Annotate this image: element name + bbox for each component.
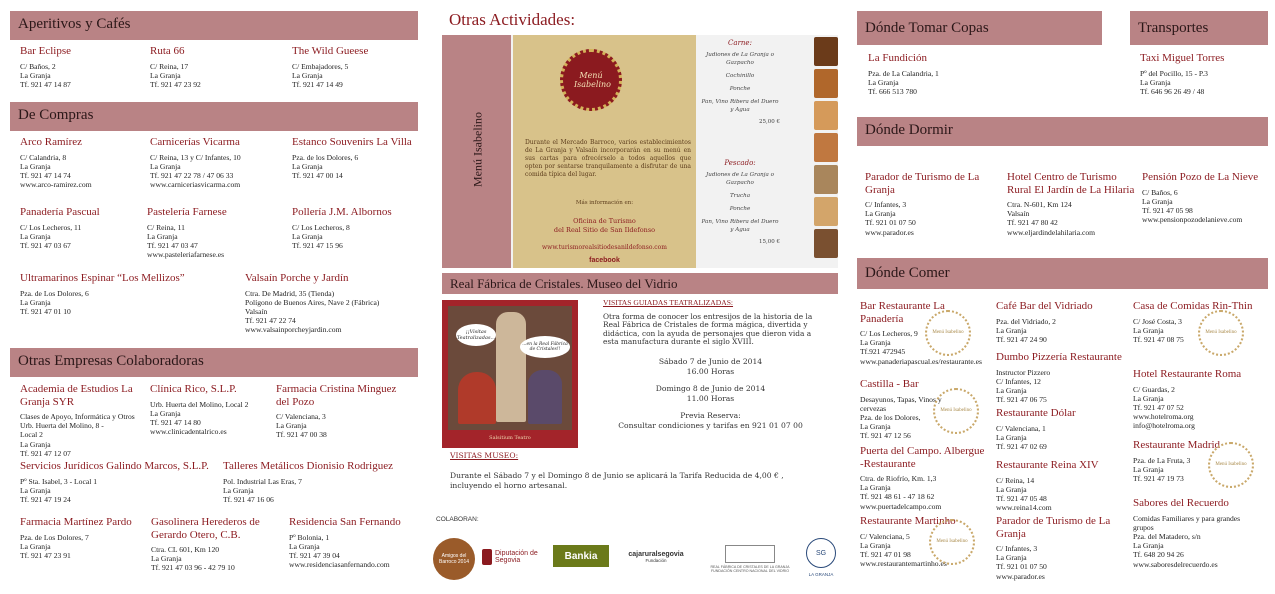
business-detail: Tf. 921 47 14 80	[150, 417, 201, 427]
business-detail: Tf. 921 47 05 98	[1142, 205, 1193, 215]
logo-amigos-barroco: Amigos del Barroco 2014	[433, 538, 475, 580]
business-link[interactable]: www.pasteleriafarnese.es	[147, 250, 225, 260]
food-photos	[814, 35, 838, 268]
otras-actividades-title: Otras Actividades:	[449, 10, 576, 29]
logo-diputacion: Diputación de Segovia	[482, 546, 546, 568]
business-name: Restaurante Reina XIV	[996, 459, 1099, 471]
business-detail: Pza. de La Calandria, 1	[868, 68, 939, 78]
business-detail: Urb. Huerta del Molino, Local 2	[150, 399, 249, 409]
business-detail: Tf. 921 47 03 47	[147, 240, 198, 250]
business-name: Parador de Turismo de La Granja	[996, 515, 1111, 540]
business-link[interactable]: www.residenciasanfernando.com	[289, 560, 390, 570]
business-detail: La Granja	[860, 422, 891, 432]
business-detail: La Granja	[1133, 464, 1164, 474]
biz-ruta-66	[150, 45, 270, 89]
biz-polleria-albornos	[292, 206, 417, 250]
biz-estanco-la-villa	[292, 136, 417, 180]
business-name: Valsaín Porche y Jardín	[245, 272, 349, 284]
business-detail: Tf. 921 47 12 56	[860, 431, 911, 441]
logo-caja-rural: cajaruralsegovia Fundación	[628, 551, 684, 563]
biz-hotel-roma	[1133, 368, 1263, 431]
business-detail: C/ Guardas, 2	[1133, 384, 1175, 394]
menu-dish: Pan, Vino Ribera del Duero y Agua	[701, 99, 779, 113]
business-detail: La Granja	[996, 385, 1027, 395]
biz-puerta-del-campo	[860, 445, 985, 511]
section-comer: Dónde Comer	[857, 258, 1268, 289]
business-detail: La Granja	[147, 231, 178, 241]
business-detail: La Granja	[150, 70, 181, 80]
business-detail: La Granja	[860, 483, 891, 493]
biz-residencia-san-fernando	[289, 516, 419, 569]
logo-la-granja-text: LA GRANJA	[808, 571, 834, 577]
business-detail: Tf. 921 47 05 48	[996, 493, 1047, 503]
business-detail: La Granja	[996, 325, 1027, 335]
business-detail: La Granja	[292, 231, 323, 241]
business-link[interactable]: www.parador.es	[996, 571, 1045, 581]
business-detail: Tf. 648 20 94 26	[1133, 550, 1184, 560]
business-detail: Tf. 921 47 39 04	[289, 550, 340, 560]
business-detail: Pza. de los Dolores, 6	[292, 152, 359, 162]
business-name: Panadería Pascual	[20, 206, 100, 218]
menu-pescado: Pescado: Judiones de La Granja o Gazpacho Trucha Ponche Pan, Vino Ribera del Duero y Agua 15,00 €	[701, 159, 780, 245]
menu-seal-logo: Menú Isabelino	[560, 49, 622, 111]
business-link[interactable]: www.hotelroma.org	[1133, 412, 1194, 422]
business-name: Pollería J.M. Albornos	[292, 206, 392, 218]
visitas-guiadas-title: VISITAS GUIADAS TEATRALIZADAS:	[603, 298, 734, 307]
business-detail: La Granja	[868, 77, 899, 87]
business-detail: C/ Infantes, 3	[996, 544, 1038, 553]
business-detail: Tf.921 472945	[860, 347, 906, 357]
business-detail: Tf. 921 47 03 96 - 42 79 10	[151, 563, 235, 573]
logo-bankia: Bankia	[553, 545, 609, 567]
biz-hotel-hilaria	[1007, 171, 1137, 237]
business-detail: La Granja	[1133, 541, 1164, 551]
business-detail: Tf. 921 47 14 87	[20, 79, 71, 89]
menu-seal-icon: Menú Isabelino	[1198, 310, 1244, 356]
business-detail: Pol. Industrial Las Eras, 7	[223, 476, 302, 486]
business-detail: La Granja	[292, 70, 323, 80]
business-detail: Tf. 921 47 03 67	[20, 240, 71, 250]
business-detail: Polígono de Buenos Aires, Nave 2 (Fábrica)	[245, 297, 380, 307]
business-detail: La Granja	[1133, 325, 1164, 335]
business-detail: La Granja	[860, 540, 891, 550]
business-detail: Tf. 921 47 19 24	[20, 494, 71, 504]
menu-dish: Judiones de La Granja o Gazpacho	[706, 172, 774, 186]
business-detail: Tf. 921 47 08 75	[1133, 334, 1184, 344]
business-detail: Tf. 921 47 00 38	[276, 430, 327, 440]
biz-servicios-juridicos	[20, 460, 220, 504]
business-detail: La Granja	[20, 70, 51, 80]
menu-seal-icon: Menú Isabelino	[929, 519, 975, 565]
menu-seal-icon: Menú Isabelino	[933, 388, 979, 434]
business-detail: Valsaín	[245, 306, 268, 316]
business-name: Taxi Miguel Torres	[1140, 52, 1225, 64]
business-detail: C/ José Costa, 3	[1133, 316, 1182, 326]
menu-dish: Ponche	[729, 206, 751, 212]
menu-flyer	[513, 35, 696, 268]
business-detail: Tf. 921 47 07 52	[1133, 402, 1184, 412]
biz-wild-gueese	[292, 45, 412, 89]
business-detail: Local 2	[20, 430, 43, 440]
business-detail: La Granja	[150, 408, 181, 418]
business-name: Talleres Metálicos Dionisio Rodriguez	[223, 460, 393, 472]
biz-clinica-rico	[150, 383, 270, 436]
business-name: Pastelería Farnese	[147, 206, 227, 218]
biz-valsain-porche	[245, 272, 420, 335]
biz-pasteleria-farnese	[147, 206, 277, 259]
section-dormir: Dónde Dormir	[857, 117, 1268, 146]
menu-facebook[interactable]: facebook	[589, 257, 620, 264]
business-detail: Tf. 921 01 07 50	[865, 218, 916, 228]
business-name: Restaurante Dólar	[996, 407, 1076, 419]
biz-sabores-recuerdo	[1133, 497, 1261, 569]
visitas-fechas: Sábado 7 de Junio de 2014 16.00 Horas Domingo 8 de Junio de 2014 11.00 Horas Previa Reserva: Consultar condiciones y tarifas en 921 01 07 00	[618, 357, 803, 430]
business-name: Castilla - Bar	[860, 378, 919, 390]
business-detail: La Granja	[1142, 196, 1173, 206]
business-name: Casa de Comidas Rin-Thin	[1133, 300, 1253, 312]
business-detail: Pº del Pocillo, 15 - P.3	[1140, 68, 1208, 78]
business-detail: La Granja	[860, 338, 891, 348]
business-name: Estanco Souvenirs La Villa	[292, 136, 412, 148]
section-copas: Dónde Tomar Copas	[857, 11, 1102, 45]
business-detail: Tf. 921 47 23 92	[150, 79, 201, 89]
business-detail: La Granja	[20, 161, 51, 171]
biz-cafe-vidriado	[996, 300, 1121, 344]
biz-arco-ramirez	[20, 136, 140, 189]
business-name: Servicios Jurídicos Galindo Marcos, S.L.P.	[20, 460, 209, 472]
business-detail: Tf. 921 47 14 74	[20, 170, 71, 180]
business-name: Restaurante Madrid	[1133, 439, 1221, 451]
business-detail: C/ Infantes, 12	[996, 376, 1041, 386]
colaboran-label: COLABORAN:	[436, 516, 479, 523]
biz-farmacia-martinez	[20, 516, 145, 560]
biz-panaderia-pascual	[20, 206, 140, 250]
business-link[interactable]: www.saboresdelrecuerdo.es	[1133, 559, 1218, 569]
business-detail: Tf. 666 513 780	[868, 86, 917, 96]
business-detail: C/ Infantes, 3	[865, 200, 907, 209]
business-link[interactable]: www.panaderiapascual.es/restaurante.es	[860, 356, 983, 366]
business-detail: Tf. 921 47 19 73	[1133, 473, 1184, 483]
section-compras: De Compras	[10, 102, 418, 131]
business-name: Hotel Centro de Turismo Rural El Jardín de La Hilaria	[1007, 171, 1135, 196]
business-detail: Tf. 921 47 16 06	[223, 494, 274, 504]
menu-panel	[442, 35, 838, 268]
business-detail: C/ Reina, 14	[996, 475, 1035, 485]
business-name: Ruta 66	[150, 45, 185, 57]
menu-description: Durante el Mercado Barroco, varios establecimientos de La Granja y Valsaín incorporarán en su menú en sus cartas para ofrecérselo a todos aquellos que opten por sentarse tranquilamente a disfrutar de una comida típica del lugar.	[525, 139, 691, 178]
menu-vertical-title: Menú Isabelino	[470, 112, 485, 187]
visitas-museo-title: VISITAS MUSEO:	[450, 451, 519, 460]
business-detail: Tf. 921 47 14 49	[292, 79, 343, 89]
business-detail: Pza. del Vidriado, 2	[996, 316, 1056, 326]
business-name: La Fundición	[868, 52, 927, 64]
business-detail: C/ Los Lecheros, 9	[860, 329, 918, 338]
business-detail: Pº Sta. Isabel, 3 - Local 1	[20, 476, 98, 486]
business-detail: Pº Bolonia, 1	[289, 532, 330, 542]
menu-office-2: del Real Sitio de San Ildefonso	[553, 226, 656, 234]
menu-info-label: Más información en:	[575, 200, 634, 206]
business-name: Hotel Restaurante Roma	[1133, 368, 1242, 380]
business-detail: Ctra. N-601, Km 124	[1007, 200, 1072, 209]
business-detail: C/ Valenciana, 1	[996, 423, 1046, 433]
business-detail: La Granja	[996, 553, 1027, 563]
visitas-museo-text: Durante el Sábado 7 y el Domingo 8 de Junio se aplicará la Tarifa Reducida de 4,00 € , incluyendo el horno artesanal.	[450, 471, 784, 490]
business-name: Arco Ramírez	[20, 136, 82, 148]
logo-real-fabrica: REAL FÁBRICA DE CRISTALES DE LA GRANJA FUNDACIÓN CENTRO NACIONAL DEL VIDRIO	[704, 541, 796, 577]
business-detail: La Granja	[276, 421, 307, 431]
biz-pension-pozo-nieve	[1142, 171, 1272, 224]
biz-ultramarinos-espinar	[20, 272, 220, 316]
business-detail: Tf. 921 47 02 69	[996, 441, 1047, 451]
business-detail: Pza. de los Dolores,	[860, 412, 921, 422]
business-link[interactable]: www.pensionpozodelanieve.com	[1142, 215, 1243, 225]
business-name: Dumbo Pizzería Restaurante	[996, 351, 1122, 363]
biz-bar-eclipse	[20, 45, 135, 89]
business-detail: La Granja	[289, 541, 320, 551]
business-detail: C/ Reina, 11	[147, 222, 185, 232]
business-name: Gasolinera Herederos de Gerardo Otero, C.B.	[151, 516, 260, 541]
business-detail: Tf. 921 47 22 74	[245, 316, 296, 326]
business-link[interactable]: www.clinicadentalrico.es	[150, 427, 227, 437]
business-detail: Ctra. de Riofrío, Km. 1,3	[860, 474, 937, 483]
biz-taxi-miguel-torres	[1140, 52, 1270, 96]
biz-parador-comer	[996, 515, 1126, 581]
biz-la-fundicion	[868, 52, 1018, 96]
business-detail: La Granja	[20, 297, 51, 307]
business-name: Bar Restaurante La Panadería	[860, 300, 945, 325]
business-link[interactable]: info@hotelroma.org	[1133, 421, 1195, 431]
business-detail: Pza. de La Fruta, 3	[1133, 455, 1191, 465]
business-detail: Tf. 921 47 06 75	[996, 395, 1047, 405]
business-detail: C/ Baños, 2	[20, 61, 56, 71]
theatre-poster: ¡¡Visitas Teatralizadas... ...en la Real Fábrica de Cristales!! Salsitium Teatro	[442, 300, 578, 448]
business-detail: La Granja	[1133, 393, 1164, 403]
business-detail: La Granja	[20, 541, 51, 551]
biz-carnicerias-vicarma	[150, 136, 280, 189]
business-detail: Ctra. De Madrid, 35 (Tienda)	[245, 288, 335, 298]
business-detail: Comidas Familiares y para grandes grupos	[1133, 513, 1241, 532]
business-detail: Urb. Huerta del Molino, 8 -	[20, 421, 104, 431]
business-detail: Tf. 921 47 22 78 / 47 06 33	[150, 170, 234, 180]
business-detail: C/ Calandria, 8	[20, 152, 67, 162]
section-otras-empresas: Otras Empresas Colaboradoras	[10, 348, 418, 377]
biz-academia-syr	[20, 383, 140, 458]
business-detail: Pza. de Los Dolores, 6	[20, 288, 89, 298]
business-detail: La Granja	[150, 161, 181, 171]
biz-restaurante-dolar	[996, 407, 1126, 451]
business-detail: Desayunos, Tapas, Vinos y cervezas	[860, 394, 942, 413]
business-detail: C/ Los Lecheros, 8	[292, 222, 350, 232]
business-detail: La Granja	[996, 432, 1027, 442]
business-link[interactable]: www.eljardindelahilaria.com	[1007, 227, 1096, 237]
business-detail: La Granja	[20, 231, 51, 241]
business-name: Sabores del Recuerdo	[1133, 497, 1229, 509]
business-link[interactable]: www.puertadelcampo.com	[860, 501, 942, 511]
visitas-guiadas-text: Otra forma de conocer los entresijos de la historia de la Real Fábrica de Cristales de forma mágica, divertida y didáctica, con la ayuda de personajes que dieron vida a esta manufactura durante el siglo XVIII.	[603, 312, 813, 346]
business-name: Ultramarinos Espinar “Los Mellizos”	[20, 272, 185, 284]
biz-reina-xiv	[996, 459, 1126, 512]
business-detail: Tf. 921 47 00 14	[292, 170, 343, 180]
business-link[interactable]: www.parador.es	[865, 227, 914, 237]
business-detail: Tf. 921 47 01 10	[20, 306, 71, 316]
business-detail: La Granja	[151, 554, 182, 564]
business-name: Carnicerías Vicarma	[150, 136, 240, 148]
business-detail: C/ Baños, 6	[1142, 187, 1178, 197]
business-link[interactable]: www.restaurantemartinho.es	[860, 559, 947, 569]
menu-seal-icon: Menú Isabelino	[1208, 442, 1254, 488]
biz-dumbo-pizzeria	[996, 351, 1126, 404]
business-name: Bar Eclipse	[20, 45, 72, 57]
business-name: Café Bar del Vidriado	[996, 300, 1093, 312]
business-name: Residencia San Fernando	[289, 516, 401, 528]
business-detail: La Granja	[1140, 77, 1171, 87]
business-detail: Pza. de Los Dolores, 7	[20, 532, 89, 542]
business-detail: La Granja	[20, 485, 51, 495]
menu-dish: Ponche	[729, 86, 751, 92]
business-detail: C/ Valenciana, 3	[276, 412, 326, 421]
business-detail: Tf. 921 47 01 98	[860, 549, 911, 559]
biz-farmacia-minguez	[276, 383, 411, 440]
logo-la-granja: SG	[806, 538, 836, 568]
menu-office: Oficina de Turismo	[573, 217, 636, 225]
section-real-fabrica: Real Fábrica de Cristales. Museo del Vidrio	[442, 273, 838, 294]
business-detail: Instructor Pizzero	[996, 367, 1051, 377]
business-detail: Ctra. CL 601, Km 120	[151, 545, 220, 554]
business-name: Farmacia Cristina Minguez del Pozo	[276, 383, 397, 408]
business-detail: Tf. 921 47 23 91	[20, 550, 71, 560]
business-detail: C/ Reina, 13 y C/ Infantes, 10	[150, 152, 241, 162]
menu-dish: Judiones de La Granja o Gazpacho	[706, 52, 774, 66]
business-name: Farmacia Martínez Pardo	[20, 516, 132, 528]
business-detail: La Granja	[996, 484, 1027, 494]
business-link[interactable]: www.valsainporcheyjardin.com	[245, 325, 342, 335]
menu-dish: Pan, Vino Ribera del Duero y Agua	[701, 219, 779, 233]
business-detail: Tf. 921 01 07 50	[996, 562, 1047, 572]
business-name: Puerta del Campo. Albergue -Restaurante	[860, 445, 985, 470]
business-name: Pensión Pozo de La Nieve	[1142, 171, 1259, 183]
business-detail: La Granja	[20, 439, 51, 449]
menu-carne: Carne: Judiones de La Granja o Gazpacho Cochinillo Ponche Pan, Vino Ribera del Duero y Agua 25,00 €	[701, 39, 780, 125]
business-detail: C/ Valenciana, 5	[860, 531, 910, 541]
menu-dish: Trucha	[729, 193, 751, 199]
business-detail: Tf. 921 48 61 - 47 18 62	[860, 492, 935, 502]
business-detail: Pza. del Matadero, s/n	[1133, 531, 1201, 541]
business-detail: Tf. 646 96 26 49 / 48	[1140, 86, 1205, 96]
business-detail: C/ Reina, 17	[150, 61, 189, 71]
business-detail: Tf. 921 47 24 90	[996, 334, 1047, 344]
business-detail: C/ Embajadores, 5	[292, 61, 349, 71]
business-link[interactable]: www.carniceriasvicarma.com	[150, 180, 241, 190]
business-detail: C/ Los Lecheros, 11	[20, 222, 82, 232]
business-name: Academia de Estudios La Granja SYR	[20, 383, 133, 408]
business-name: The Wild Gueese	[292, 45, 369, 57]
business-name: Clínica Rico, S.L.P.	[150, 383, 237, 395]
business-detail: La Granja	[292, 161, 323, 171]
menu-dish: Cochinillo	[725, 73, 755, 79]
business-detail: La Granja	[865, 209, 896, 219]
business-detail: Tf. 921 47 80 42	[1007, 218, 1058, 228]
business-detail: Clases de Apoyo, Informática y Otros	[20, 412, 135, 421]
biz-gasolinera-otero	[151, 516, 286, 573]
business-link[interactable]: www.reina14.com	[996, 503, 1052, 513]
biz-talleres-metalicos	[223, 460, 418, 504]
business-link[interactable]: www.arco-ramirez.com	[20, 180, 92, 190]
business-detail: Valsaín	[1007, 209, 1030, 219]
business-name: Restaurante Martinho	[860, 515, 956, 527]
business-name: Parador de Turismo de La Granja	[865, 171, 980, 196]
business-detail: La Granja	[223, 485, 254, 495]
business-detail: Tf. 921 47 15 96	[292, 240, 343, 250]
menu-seal-icon: Menú Isabelino	[925, 310, 971, 356]
business-detail: Tf. 921 47 12 07	[20, 448, 71, 458]
biz-parador-dormir	[865, 171, 1000, 237]
menu-web[interactable]: www.turismorealsitiodesanildefonso.com	[542, 244, 667, 251]
section-aperitivos: Aperitivos y Cafés	[10, 11, 418, 40]
section-transportes: Transportes	[1130, 11, 1268, 45]
